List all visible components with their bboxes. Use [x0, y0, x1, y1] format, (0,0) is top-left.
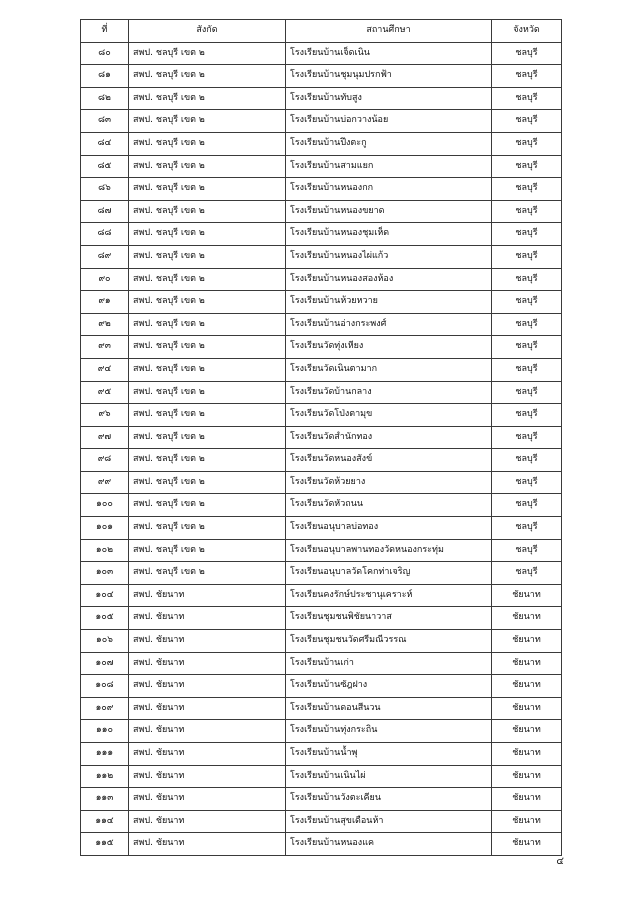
cell-office: สพป. ชลบุรี เขต ๒ — [129, 404, 286, 427]
cell-no: ๘๘ — [81, 223, 129, 246]
cell-office: สพป. ชลบุรี เขต ๒ — [129, 336, 286, 359]
cell-office: สพป. ชัยนาท — [129, 697, 286, 720]
cell-no: ๑๐๑ — [81, 517, 129, 540]
table-row — [81, 245, 562, 268]
cell-no: ๑๑๑ — [81, 743, 129, 766]
cell-office: สพป. ชลบุรี เขต ๒ — [129, 42, 286, 65]
table-row — [81, 471, 562, 494]
cell-province: ชลบุรี — [492, 562, 562, 585]
cell-province: ชัยนาท — [492, 630, 562, 653]
cell-province: ชลบุรี — [492, 539, 562, 562]
table-row — [81, 313, 562, 336]
table-row — [81, 291, 562, 314]
cell-no: ๑๐๔ — [81, 584, 129, 607]
cell-province: ชัยนาท — [492, 697, 562, 720]
cell-province: ชลบุรี — [492, 426, 562, 449]
cell-no: ๘๖ — [81, 178, 129, 201]
cell-no: ๑๐๗ — [81, 652, 129, 675]
table-row — [81, 720, 562, 743]
cell-school: โรงเรียนบ้านทุ่งกระถิน — [286, 720, 492, 743]
cell-no: ๘๐ — [81, 42, 129, 65]
cell-province: ชัยนาท — [492, 584, 562, 607]
table-row — [81, 494, 562, 517]
cell-office: สพป. ชัยนาท — [129, 607, 286, 630]
cell-office: สพป. ชัยนาท — [129, 584, 286, 607]
cell-office: สพป. ชลบุรี เขต ๒ — [129, 268, 286, 291]
cell-province: ชัยนาท — [492, 675, 562, 698]
school-list-table — [80, 19, 562, 856]
cell-province: ชลบุรี — [492, 65, 562, 88]
cell-school: โรงเรียนบ้านวังตะเคียน — [286, 788, 492, 811]
cell-no: ๑๐๘ — [81, 675, 129, 698]
table-row — [81, 562, 562, 585]
cell-no: ๘๑ — [81, 65, 129, 88]
cell-no: ๑๐๒ — [81, 539, 129, 562]
cell-no: ๑๑๓ — [81, 788, 129, 811]
cell-school: โรงเรียนบ้านเจ็ดเนิน — [286, 42, 492, 65]
cell-school: โรงเรียนวัดทุ่งเหียง — [286, 336, 492, 359]
cell-no: ๑๐๓ — [81, 562, 129, 585]
cell-school: โรงเรียนบ้านสามแยก — [286, 155, 492, 178]
cell-office: สพป. ชลบุรี เขต ๒ — [129, 449, 286, 472]
cell-province: ชลบุรี — [492, 313, 562, 336]
cell-school: โรงเรียนชุมชนพิชัยนาวาส — [286, 607, 492, 630]
cell-school: โรงเรียนบ้านหนองแค — [286, 833, 492, 856]
table-row — [81, 630, 562, 653]
table-row — [81, 358, 562, 381]
cell-school: โรงเรียนบ้านทับสูง — [286, 87, 492, 110]
cell-school: โรงเรียนบ้านชุมนุมปรกฟ้า — [286, 65, 492, 88]
cell-no: ๑๑๐ — [81, 720, 129, 743]
cell-school: โรงเรียนบ้านน้ำพุ — [286, 743, 492, 766]
cell-school: โรงเรียนอนุบาลบ่อทอง — [286, 517, 492, 540]
table-body — [81, 42, 562, 855]
cell-office: สพป. ชัยนาท — [129, 675, 286, 698]
cell-office: สพป. ชัยนาท — [129, 652, 286, 675]
cell-province: ชลบุรี — [492, 494, 562, 517]
cell-school: โรงเรียนวัดเนินตามาก — [286, 358, 492, 381]
cell-province: ชลบุรี — [492, 155, 562, 178]
table-row — [81, 87, 562, 110]
cell-office: สพป. ชลบุรี เขต ๒ — [129, 132, 286, 155]
cell-no: ๑๐๖ — [81, 630, 129, 653]
table-row — [81, 697, 562, 720]
table-row — [81, 765, 562, 788]
cell-no: ๑๑๒ — [81, 765, 129, 788]
cell-province: ชลบุรี — [492, 178, 562, 201]
cell-school: โรงเรียนวัดบ้านกลาง — [286, 381, 492, 404]
cell-no: ๘๒ — [81, 87, 129, 110]
table-row — [81, 449, 562, 472]
cell-no: ๙๗ — [81, 426, 129, 449]
cell-school: โรงเรียนบ้านหนองสองห้อง — [286, 268, 492, 291]
cell-no: ๙๙ — [81, 471, 129, 494]
cell-province: ชลบุรี — [492, 245, 562, 268]
table-row — [81, 65, 562, 88]
cell-office: สพป. ชลบุรี เขต ๒ — [129, 110, 286, 133]
cell-province: ชลบุรี — [492, 471, 562, 494]
cell-school: โรงเรียนบ้านซัฎฝาง — [286, 675, 492, 698]
cell-province: ชัยนาท — [492, 607, 562, 630]
cell-school: โรงเรียนวัดหนองสังข์ — [286, 449, 492, 472]
cell-school: โรงเรียนบ้านปึงตะกู — [286, 132, 492, 155]
cell-office: สพป. ชลบุรี เขต ๒ — [129, 155, 286, 178]
header-office: สังกัด — [129, 20, 286, 43]
cell-province: ชัยนาท — [492, 788, 562, 811]
cell-no: ๙๐ — [81, 268, 129, 291]
cell-office: สพป. ชลบุรี เขต ๒ — [129, 358, 286, 381]
cell-school: โรงเรียนวัดหัวถนน — [286, 494, 492, 517]
cell-school: โรงเรียนอนุบาลวัดโคกท่าเจริญ — [286, 562, 492, 585]
table-header-row — [81, 20, 562, 43]
cell-no: ๑๐๐ — [81, 494, 129, 517]
table-row — [81, 110, 562, 133]
table-row — [81, 652, 562, 675]
cell-office: สพป. ชัยนาท — [129, 720, 286, 743]
cell-school: โรงเรียนวัดห้วยยาง — [286, 471, 492, 494]
cell-no: ๙๔ — [81, 358, 129, 381]
cell-office: สพป. ชลบุรี เขต ๒ — [129, 291, 286, 314]
table-row — [81, 584, 562, 607]
page-number: ๔ — [556, 856, 564, 867]
cell-no: ๑๐๕ — [81, 607, 129, 630]
cell-province: ชลบุรี — [492, 517, 562, 540]
cell-office: สพป. ชัยนาท — [129, 765, 286, 788]
table-row — [81, 810, 562, 833]
cell-province: ชลบุรี — [492, 132, 562, 155]
table-row — [81, 223, 562, 246]
cell-province: ชลบุรี — [492, 87, 562, 110]
cell-no: ๑๐๙ — [81, 697, 129, 720]
cell-province: ชัยนาท — [492, 743, 562, 766]
cell-office: สพป. ชลบุรี เขต ๒ — [129, 381, 286, 404]
cell-province: ชัยนาท — [492, 720, 562, 743]
table-row — [81, 381, 562, 404]
table-row — [81, 155, 562, 178]
cell-province: ชลบุรี — [492, 268, 562, 291]
cell-province: ชลบุรี — [492, 449, 562, 472]
table-row — [81, 675, 562, 698]
cell-no: ๙๕ — [81, 381, 129, 404]
cell-school: โรงเรียนบ้านบ่อกวางน้อย — [286, 110, 492, 133]
cell-office: สพป. ชลบุรี เขต ๒ — [129, 494, 286, 517]
table-row — [81, 268, 562, 291]
cell-office: สพป. ชัยนาท — [129, 833, 286, 856]
table-row — [81, 132, 562, 155]
cell-school: โรงเรียนบ้านเก่า — [286, 652, 492, 675]
table-row — [81, 788, 562, 811]
cell-office: สพป. ชัยนาท — [129, 630, 286, 653]
table-row — [81, 517, 562, 540]
cell-school: โรงเรียนคงรักษ์ประชานุเคราะห์ — [286, 584, 492, 607]
cell-school: โรงเรียนชุมชนวัดศรีมณีวรรณ — [286, 630, 492, 653]
cell-school: โรงเรียนบ้านสุขเดือนห้า — [286, 810, 492, 833]
cell-office: สพป. ชลบุรี เขต ๒ — [129, 178, 286, 201]
cell-office: สพป. ชลบุรี เขต ๒ — [129, 223, 286, 246]
table-row — [81, 426, 562, 449]
cell-province: ชัยนาท — [492, 833, 562, 856]
cell-no: ๘๗ — [81, 200, 129, 223]
cell-school: โรงเรียนบ้านดอนสีนวน — [286, 697, 492, 720]
cell-school: โรงเรียนอนุบาลพานทองวัดหนองกระทุ่ม — [286, 539, 492, 562]
cell-no: ๙๖ — [81, 404, 129, 427]
cell-office: สพป. ชลบุรี เขต ๒ — [129, 426, 286, 449]
table-row — [81, 336, 562, 359]
table-row — [81, 539, 562, 562]
cell-school: โรงเรียนบ้านเนินไผ่ — [286, 765, 492, 788]
cell-office: สพป. ชัยนาท — [129, 788, 286, 811]
cell-province: ชลบุรี — [492, 381, 562, 404]
table-row — [81, 200, 562, 223]
cell-province: ชลบุรี — [492, 404, 562, 427]
table-row — [81, 607, 562, 630]
cell-school: โรงเรียนบ้านหนองไผ่แก้ว — [286, 245, 492, 268]
cell-province: ชัยนาท — [492, 765, 562, 788]
cell-office: สพป. ชัยนาท — [129, 810, 286, 833]
cell-province: ชลบุรี — [492, 291, 562, 314]
cell-office: สพป. ชลบุรี เขต ๒ — [129, 200, 286, 223]
cell-school: โรงเรียนบ้านหนองชุมเห็ด — [286, 223, 492, 246]
cell-office: สพป. ชลบุรี เขต ๒ — [129, 539, 286, 562]
cell-school: โรงเรียนบ้านห้วยหวาย — [286, 291, 492, 314]
cell-no: ๙๒ — [81, 313, 129, 336]
cell-province: ชลบุรี — [492, 336, 562, 359]
table-row — [81, 833, 562, 856]
cell-no: ๘๔ — [81, 132, 129, 155]
cell-province: ชัยนาท — [492, 652, 562, 675]
cell-province: ชลบุรี — [492, 42, 562, 65]
header-province: จังหวัด — [492, 20, 562, 43]
cell-province: ชลบุรี — [492, 200, 562, 223]
cell-no: ๘๓ — [81, 110, 129, 133]
table-row — [81, 178, 562, 201]
cell-school: โรงเรียนบ้านอ่างกระพงศ์ — [286, 313, 492, 336]
cell-province: ชลบุรี — [492, 358, 562, 381]
cell-province: ชลบุรี — [492, 110, 562, 133]
cell-no: ๘๕ — [81, 155, 129, 178]
cell-school: โรงเรียนบ้านหนองกก — [286, 178, 492, 201]
cell-no: ๙๑ — [81, 291, 129, 314]
table-row — [81, 404, 562, 427]
table-row — [81, 743, 562, 766]
cell-school: โรงเรียนบ้านหนองขยาด — [286, 200, 492, 223]
cell-no: ๑๑๕ — [81, 833, 129, 856]
cell-office: สพป. ชัยนาท — [129, 743, 286, 766]
cell-no: ๙๘ — [81, 449, 129, 472]
header-no: ที่ — [81, 20, 129, 43]
cell-school: โรงเรียนวัดโป่งตามุข — [286, 404, 492, 427]
header-school: สถานศึกษา — [286, 20, 492, 43]
cell-office: สพป. ชลบุรี เขต ๒ — [129, 562, 286, 585]
cell-office: สพป. ชลบุรี เขต ๒ — [129, 87, 286, 110]
cell-no: ๙๓ — [81, 336, 129, 359]
cell-province: ชลบุรี — [492, 223, 562, 246]
cell-office: สพป. ชลบุรี เขต ๒ — [129, 245, 286, 268]
cell-office: สพป. ชลบุรี เขต ๒ — [129, 517, 286, 540]
cell-province: ชัยนาท — [492, 810, 562, 833]
cell-office: สพป. ชลบุรี เขต ๒ — [129, 471, 286, 494]
cell-no: ๘๙ — [81, 245, 129, 268]
cell-school: โรงเรียนวัดสำนักทอง — [286, 426, 492, 449]
cell-no: ๑๑๔ — [81, 810, 129, 833]
cell-office: สพป. ชลบุรี เขต ๒ — [129, 313, 286, 336]
table-row — [81, 42, 562, 65]
cell-office: สพป. ชลบุรี เขต ๒ — [129, 65, 286, 88]
